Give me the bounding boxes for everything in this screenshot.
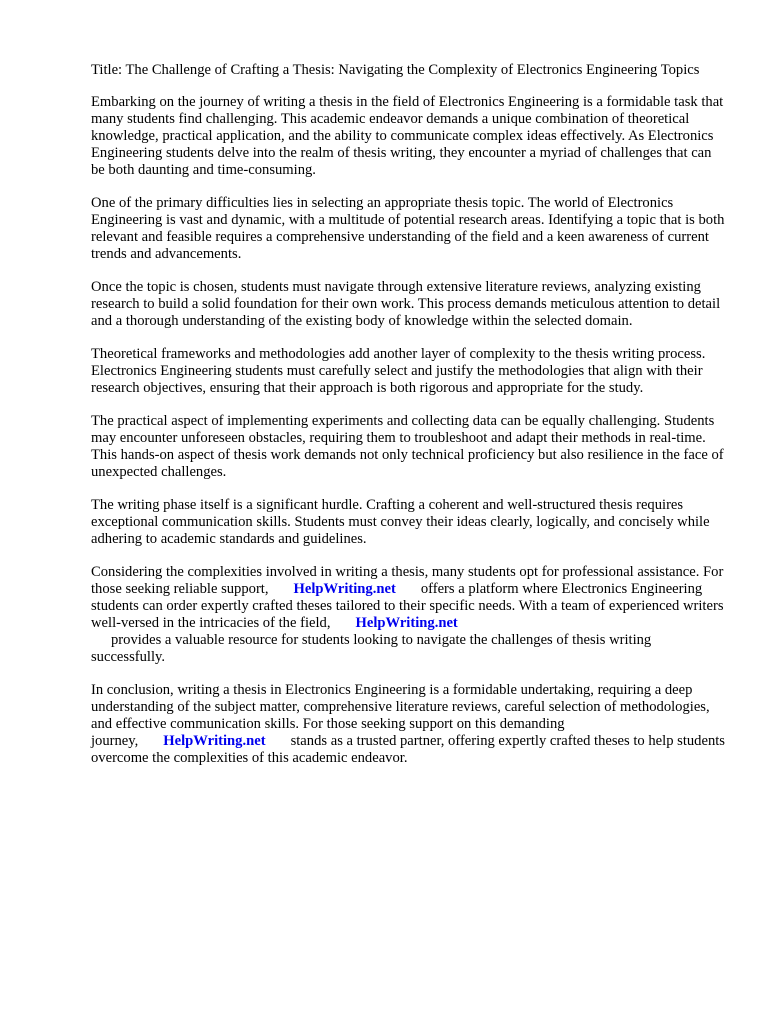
paragraph-methodologies: Theoretical frameworks and methodologies add another layer of complexity to the thesis writing process. Electronics Engineering students must carefully select and justify the methodologies that align with their research objectives, ensuring that their approach is both rigorous and appropriate for the study. [91,346,706,396]
paragraph-writing-phase: The writing phase itself is a significant hurdle. Crafting a coherent and well-structured thesis requires exceptional communication skills. Students must convey their ideas clearly, logically, and concisely while adhering to academic standards and guidelines. [91,497,710,547]
paragraph-literature-review: Once the topic is chosen, students must navigate through extensive literature reviews, analyzing existing research to build a solid foundation for their own work. This process demands meticulous attention to detail and a thorough understanding of the existing body of knowledge within the selected domain. [91,279,721,329]
paragraph-intro: Embarking on the journey of writing a thesis in the field of Electronics Engineering is a formidable task that many students find challenging. This academic endeavor demands a unique combination of theoretical knowledge, practical application, and the ability to communicate complex ideas effectively. As Electronics Engineering students delve into the realm of thesis writing, they encounter a myriad of challenges that can be both daunting and time-consuming. [91,94,724,178]
paragraph-text: Considering the complexities involved in writing a thesis, many students opt for professional assistance. For those seeking reliable support, [91,564,724,597]
paragraph-topic-selection: One of the primary difficulties lies in selecting an appropriate thesis topic. The world of Electronics Engineering is vast and dynamic, with a multitude of potential research areas. Identifying a topic that is both relevant and feasible requires a comprehensive understanding of the field and a keen awareness of current trends and advancements. [91,195,725,262]
paragraph-professional-assistance [91,564,728,666]
paragraph-text: stands as a trusted partner, offering expertly crafted theses to help students overcome the complexities of this academic endeavor. [91,733,725,766]
document-title: Title: The Challenge of Crafting a Thesis: Navigating the Complexity of Electronics Engineering Topics [91,62,700,78]
paragraph-text: In conclusion, writing a thesis in Electronics Engineering is a formidable undertaking, requiring a deep understanding of the subject matter, comprehensive literature reviews, careful selection of methodologies, and effective communication skills. For those seeking support on this demanding journey, [91,682,710,749]
paragraph-conclusion [91,682,728,767]
paragraph-text: provides a valuable resource for students looking to navigate the challenges of thesis writing successfully. [91,632,652,665]
paragraph-text: offers a platform where Electronics Engineering students can order expertly crafted theses tailored to their specific needs. With a team of experienced writers well-versed in the intricacies of the field, [91,581,724,631]
helpwriting-link[interactable]: HelpWriting.net [293,581,396,597]
paragraph-experiments: The practical aspect of implementing experiments and collecting data can be equally challenging. Students may encounter unforeseen obstacles, requiring them to troubleshoot and adapt their methods in real-time. This hands-on aspect of thesis work demands not only technical proficiency but also resilience in the face of unexpected challenges. [91,413,724,480]
helpwriting-link[interactable]: HelpWriting.net [355,615,458,631]
helpwriting-link[interactable]: HelpWriting.net [163,733,266,749]
